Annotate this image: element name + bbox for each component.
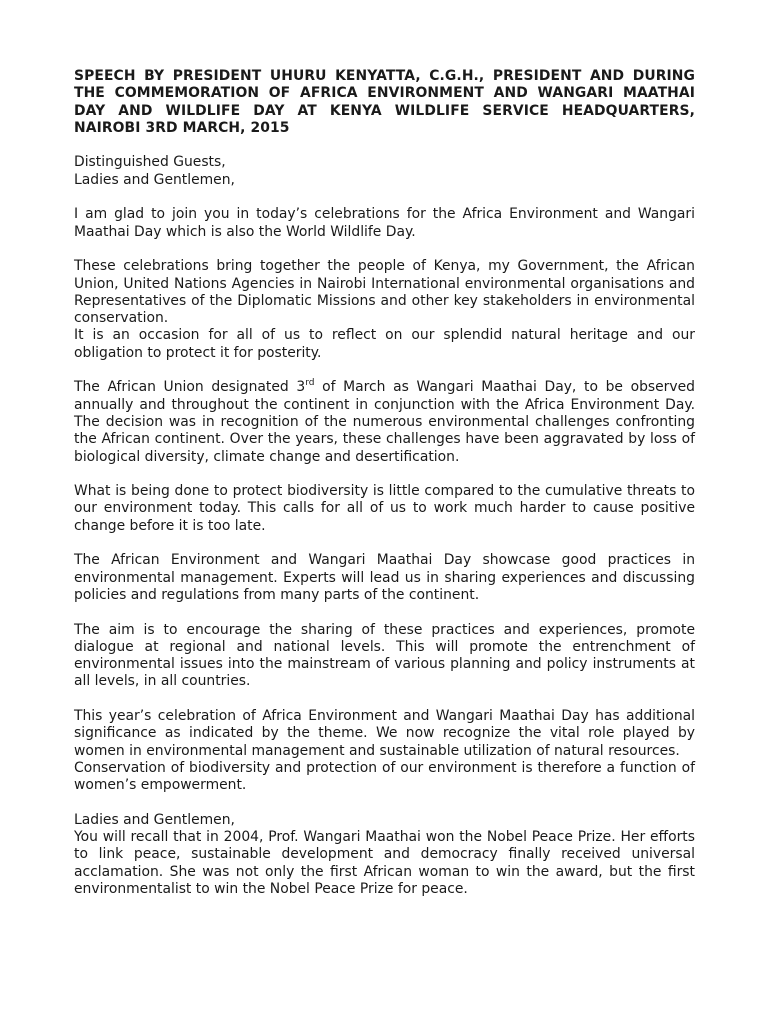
au-text-post: of March as Wangari Maathai Day, to be observed annually and throughout the continent in conjunction with the Africa Environment Day. The decision was in recognition of the numerous environmental challenges confronting the African continent. Over the years, these challenges have been aggravated by loss of biological diversity, climate change and desertification. [74,379,695,465]
paragraph-women-empowerment: Conservation of biodiversity and protection of our environment is therefore a function of women’s empowerment. [74,759,695,794]
paragraph-welcome: I am glad to join you in today’s celebrations for the Africa Environment and Wangari Maathai Day which is also the World Wildlife Day. [74,206,695,240]
speech-title: SPEECH BY PRESIDENT UHURU KENYATTA, C.G.H., PRESIDENT AND DURING THE COMMEMORATION OF AFRICA ENVIRONMENT AND WANGARI MAATHAI DAY AND WILDLIFE DAY AT KENYA WILDLIFE SERVICE HEADQUARTERS, NAIROBI 3RD MARCH, 2015 [74,68,695,136]
salutation-line-guests: Distinguished Guests, [74,154,226,171]
paragraph-good-practices: The African Environment and Wangari Maathai Day showcase good practices in environmental management. Experts will lead us in sharing experiences and discussing policies and regulations from many parts of the continent. [74,552,695,603]
au-ordinal-suffix: rd [305,377,315,388]
paragraph-biodiversity: What is being done to protect biodiversity is little compared to the cumulative threats to our environment today. This calls for all of us to work much harder to cause positive change before it is too late. [74,483,695,534]
salutation [74,154,695,189]
paragraph-theme: This year’s celebration of Africa Environment and Wangari Maathai Day has additional significance as indicated by the theme. We now recognize the vital role played by women in environmental management and sustainable utilization of natural resources. [74,707,695,759]
speech-document [74,68,695,916]
paragraph-ladies-gentlemen: Ladies and Gentlemen, [74,811,235,828]
au-text-pre: The African Union designated 3 [74,379,306,396]
paragraph-african-union [74,379,695,465]
salutation-line-ladies: Ladies and Gentlemen, [74,171,235,188]
paragraph-participants: These celebrations bring together the people of Kenya, my Government, the African Union, United Nations Agencies in Nairobi International environmental organisations and Representatives of the Diplomatic Missions and other key stakeholders in environmental conservation. [74,258,695,327]
paragraph-occasion: It is an occasion for all of us to reflect on our splendid natural heritage and our obligation to protect it for posterity. [74,327,695,361]
paragraph-nobel-prize: You will recall that in 2004, Prof. Wangari Maathai won the Nobel Peace Prize. Her efforts to link peace, sustainable development and democracy finally received universal acclamation. She was not only the first African woman to win the award, but the first environmentalist to win the Nobel Peace Prize for peace. [74,829,695,897]
paragraph-aim: The aim is to encourage the sharing of these practices and experiences, promote dialogue at regional and national levels. This will promote the entrenchment of environmental issues into the mainstream of various planning and policy instruments at all levels, in all countries. [74,621,695,690]
